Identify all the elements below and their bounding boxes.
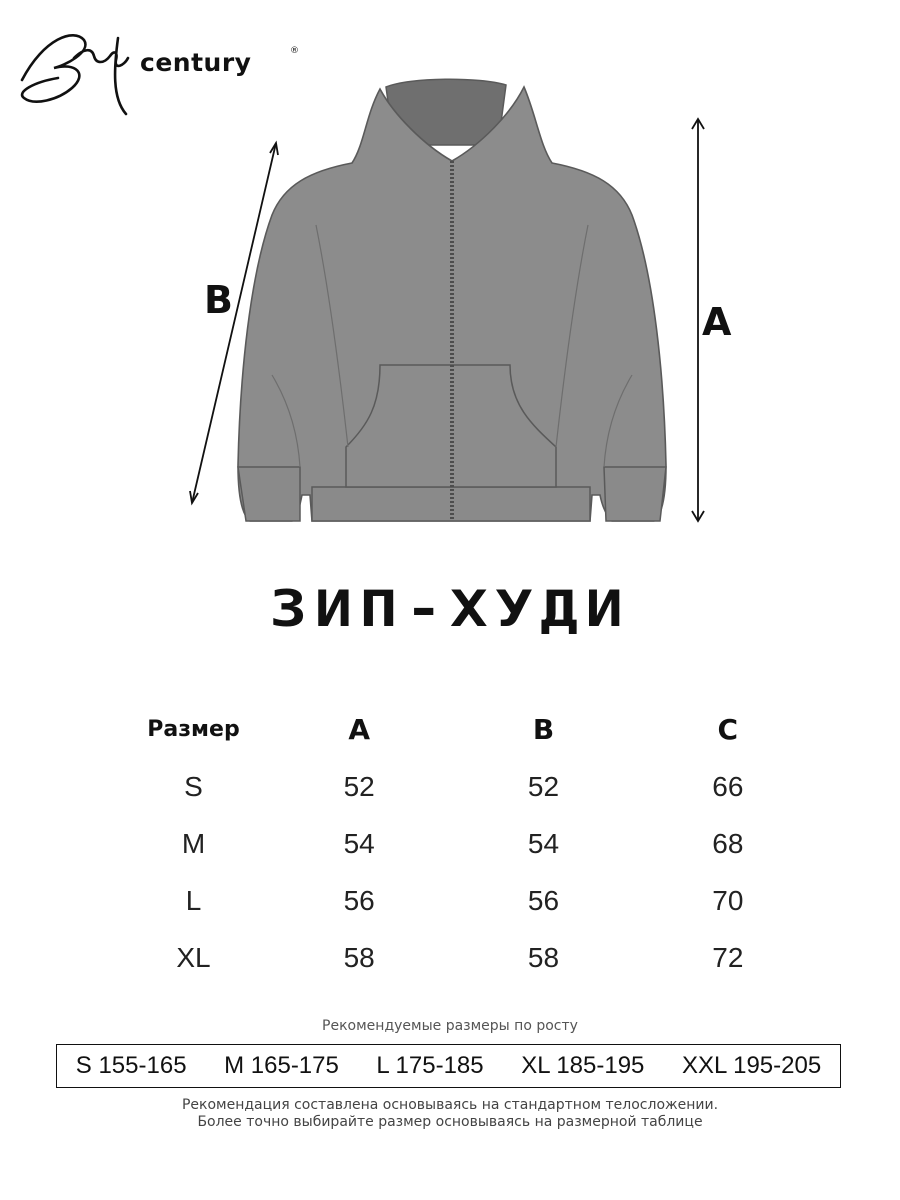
- measure-label-b: B: [204, 278, 233, 322]
- header-a: A: [348, 712, 370, 746]
- logo-wordmark: century: [140, 48, 252, 77]
- height-range-item: M 165-175: [224, 1052, 339, 1079]
- height-range-item: XXL 195-205: [681, 1052, 822, 1079]
- height-range-item: S 155-165: [75, 1052, 187, 1079]
- size-cell: XL: [176, 941, 211, 973]
- value-cell: 58: [527, 941, 560, 973]
- zip-hoodie-icon: [180, 75, 740, 545]
- table-row: [120, 929, 820, 986]
- height-recommendation-caption: Рекомендуемые размеры по росту: [322, 1018, 578, 1034]
- size-table-header: [120, 700, 820, 758]
- height-range-item: L 175-185: [376, 1052, 484, 1079]
- height-range-item: XL 185-195: [521, 1052, 645, 1079]
- measure-label-a: A: [702, 300, 732, 344]
- value-cell: 52: [527, 770, 560, 802]
- footnote-line-2: Более точно выбирайте размер основываясь на размерной таблице: [197, 1114, 703, 1130]
- value-cell: 56: [527, 884, 560, 916]
- header-c: C: [717, 712, 739, 746]
- header-b: B: [532, 712, 555, 746]
- logo-script-mark: [14, 18, 144, 118]
- value-cell: 54: [343, 827, 375, 859]
- table-row: [120, 758, 820, 815]
- footnote-line-1: Рекомендация составлена основываясь на стандартном телосложении.: [181, 1097, 719, 1113]
- size-cell: S: [184, 770, 203, 802]
- product-title: ЗИП-ХУДИ: [269, 580, 631, 638]
- value-cell: 56: [343, 884, 375, 916]
- size-cell: M: [181, 827, 206, 859]
- table-row: [120, 815, 820, 872]
- table-row: [120, 872, 820, 929]
- header-size: Размер: [147, 716, 240, 742]
- size-table: [120, 700, 820, 986]
- value-cell: 54: [527, 827, 560, 859]
- size-cell: L: [185, 884, 202, 916]
- value-cell: 66: [712, 770, 744, 802]
- registered-mark: ®: [290, 46, 299, 56]
- value-cell: 52: [343, 770, 375, 802]
- value-cell: 70: [712, 884, 744, 916]
- value-cell: 58: [343, 941, 375, 973]
- height-recommendation-box: [56, 1044, 841, 1088]
- value-cell: 68: [712, 827, 744, 859]
- value-cell: 72: [712, 941, 744, 973]
